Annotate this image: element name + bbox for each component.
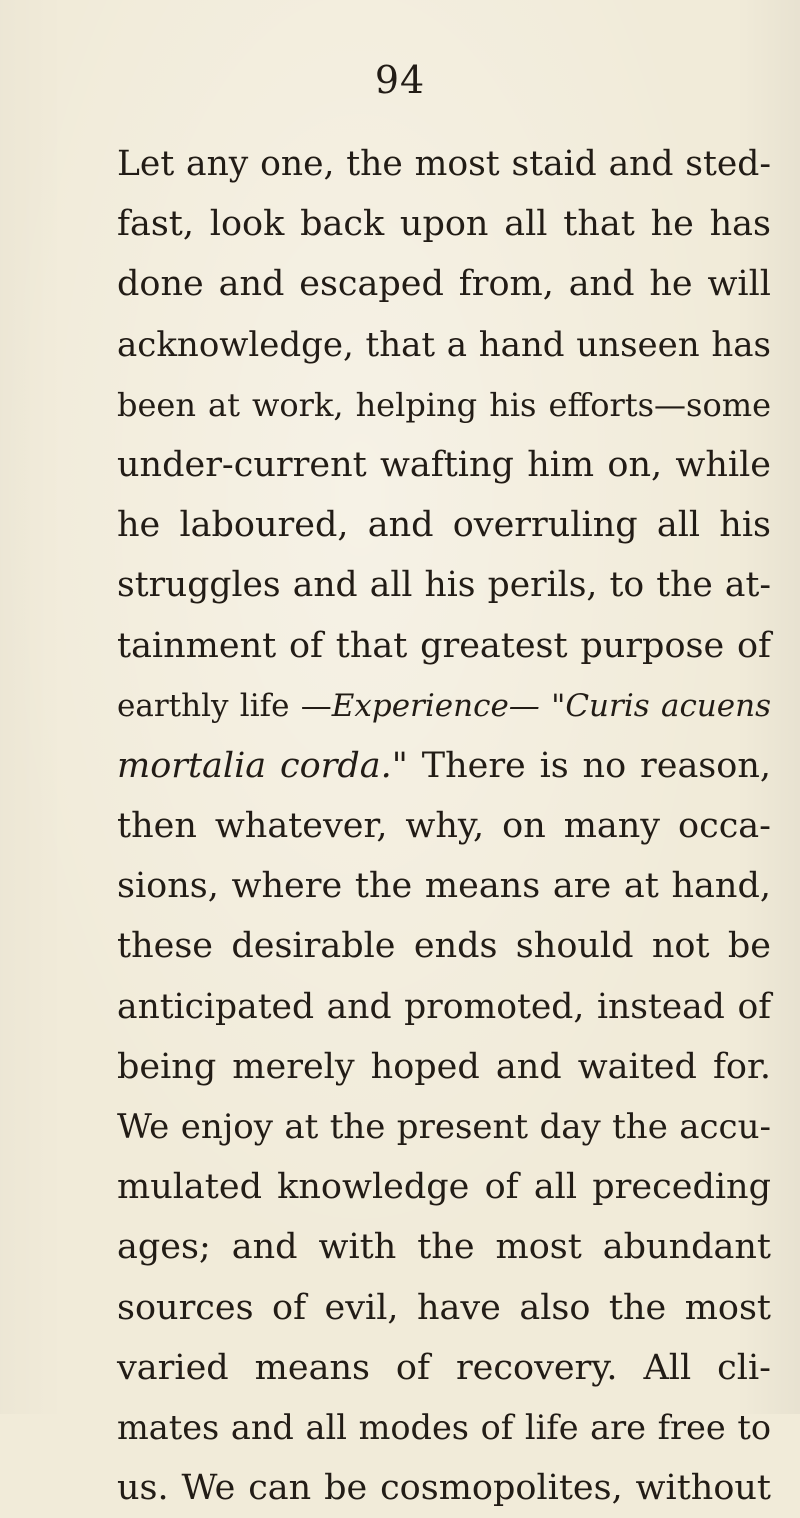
text-line: sources of evil, have also the most (117, 1287, 771, 1328)
text-line: struggles and all his perils, to the at- (117, 565, 771, 606)
text-line: done and escaped from, and he will (117, 264, 771, 305)
text-line: then whatever, why, on many occa- (117, 806, 771, 847)
text-line: us. We can be cosmopolites, without (117, 1468, 771, 1509)
line-roman-part: There is no reason, (407, 745, 772, 786)
text-line: tainment of that greatest purpose of (117, 625, 771, 666)
text-line: acknowledge, that a hand unseen has (117, 324, 771, 365)
text-line: under-current wafting him on, while (117, 444, 771, 485)
text-line: mates and all modes of life are free to (117, 1407, 771, 1447)
text-line: We enjoy at the present day the accu- (117, 1107, 771, 1147)
body-text (117, 134, 771, 1518)
text-line: fast, look back upon all that he has (117, 204, 771, 245)
text-line: mulated knowledge of all preceding (117, 1167, 771, 1208)
page-number: 94 (374, 58, 426, 102)
text-line: these desirable ends should not be (117, 926, 771, 967)
text-line: been at work, helping his efforts—some (117, 385, 771, 424)
text-line: being merely hoped and waited for. (117, 1046, 771, 1087)
text-line: he laboured, and overruling all his (117, 505, 771, 546)
text-line: varied means of recovery. All cli- (117, 1347, 771, 1388)
text-line: ages; and with the most abundant (117, 1227, 771, 1268)
line-roman-part: earthly life — (117, 687, 332, 724)
italic-quotation: Experience— "Curis acuens (331, 687, 771, 724)
text-line: Let any one, the most staid and sted- (117, 144, 771, 184)
text-line: sions, where the means are at hand, (117, 866, 771, 907)
text-line-with-italic (117, 736, 771, 796)
text-line-with-italic (117, 676, 771, 736)
italic-quotation: mortalia corda." (117, 745, 408, 786)
text-line: anticipated and promoted, instead of (117, 986, 771, 1027)
